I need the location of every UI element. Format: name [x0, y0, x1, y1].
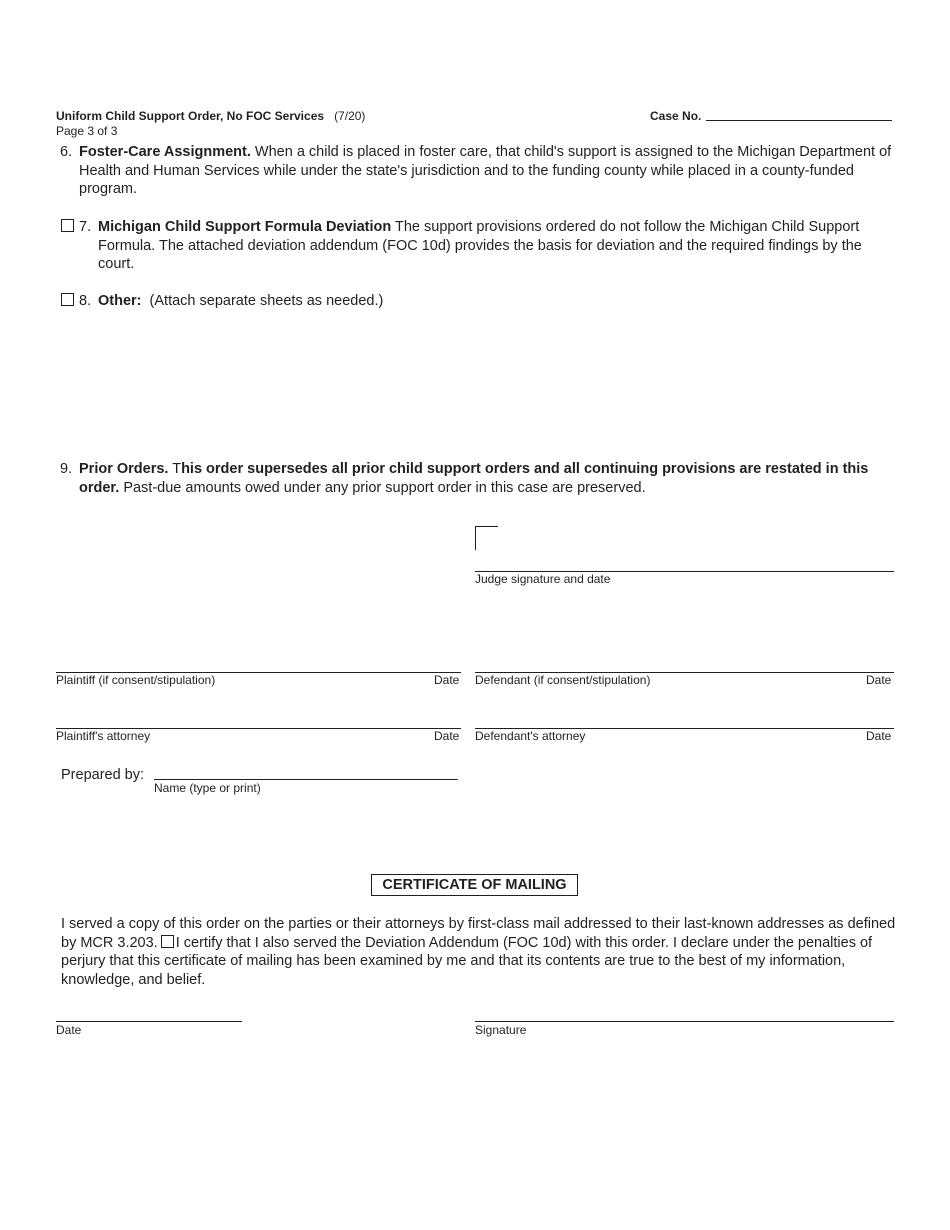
item-7-checkbox[interactable]: [61, 219, 74, 232]
certificate-signature-line[interactable]: [475, 1021, 894, 1022]
item-9-bold-text: his order supersedes all prior child support orders and all continuing provisions are restated in this order.: [79, 461, 869, 496]
defendant-attorney-date-label: Date: [866, 729, 892, 743]
item-6-number: 6.: [60, 144, 73, 160]
item-8-number: 8.: [79, 293, 92, 309]
certificate-date-line[interactable]: [56, 1021, 242, 1022]
certificate-text-after: I certify that I also served the Deviation Addendum (FOC 10d) with this order. I declare under the penalties of perjury that this certificate of mailing has been examined by me and that its contents are true to the best of my information, knowledge, and belief.: [61, 934, 873, 988]
form-title-line: [56, 109, 365, 123]
page-number: Page 3 of 3: [56, 124, 118, 138]
defendant-date-label: Date: [866, 673, 892, 687]
item-8-title: Other:: [98, 293, 142, 309]
item-9-paragraph: [79, 460, 899, 497]
prepared-by-name-label: Name (type or print): [154, 781, 261, 795]
item-7-number: 7.: [79, 219, 92, 235]
certificate-date-label: Date: [56, 1023, 82, 1037]
item-9-title-lead: T: [168, 461, 182, 477]
item-8-paragraph: [98, 292, 898, 311]
item-8-checkbox[interactable]: [61, 293, 74, 306]
item-8-other-area[interactable]: [98, 315, 893, 445]
case-no-field[interactable]: [706, 120, 892, 121]
form-title: Uniform Child Support Order, No FOC Services: [56, 109, 325, 123]
item-9-title: Prior Orders.: [79, 461, 169, 477]
certificate-paragraph: [61, 915, 899, 989]
item-7-title: Michigan Child Support Formula Deviation: [98, 219, 392, 235]
plaintiff-date-label: Date: [434, 673, 460, 687]
item-8-text: (Attach separate sheets as needed.): [141, 293, 384, 309]
seal-corner-mark: [475, 526, 498, 550]
item-7-paragraph: [98, 218, 898, 274]
certificate-title: CERTIFICATE OF MAILING: [371, 874, 578, 896]
prepared-by-label: Prepared by:: [61, 767, 145, 783]
item-6-paragraph: [79, 143, 899, 199]
item-9-text: Past-due amounts owed under any prior support order in this case are preserved.: [119, 479, 646, 496]
prepared-by-line[interactable]: [154, 779, 458, 780]
defendant-label: Defendant (if consent/stipulation): [475, 673, 651, 687]
case-no-label: Case No.: [650, 109, 702, 123]
form-version: (7/20): [334, 109, 366, 123]
item-7-text: The support provisions ordered do not follow the Michigan Child Support Formula. The attached deviation addendum (FOC 10d) provides the basis for deviation and the required findings by the court.: [98, 219, 862, 272]
judge-signature-label: Judge signature and date: [475, 572, 611, 586]
defendant-attorney-label: Defendant's attorney: [475, 729, 586, 743]
deviation-addendum-checkbox[interactable]: [161, 935, 174, 948]
item-6-text: When a child is placed in foster care, that child's support is assigned to the Michigan Department of Health and Human Services while under the state's jurisdiction and to the funding county while placed in a county-funded program.: [79, 144, 892, 197]
plaintiff-attorney-label: Plaintiff's attorney: [56, 729, 151, 743]
certificate-signature-label: Signature: [475, 1023, 527, 1037]
plaintiff-attorney-date-label: Date: [434, 729, 460, 743]
plaintiff-label: Plaintiff (if consent/stipulation): [56, 673, 216, 687]
certificate-text-before: I served a copy of this order on the parties or their attorneys by first-class mail addressed to their last-known addresses as defined by MCR 3.203.: [61, 916, 896, 951]
item-9-number: 9.: [60, 461, 73, 477]
item-6-title: Foster-Care Assignment.: [79, 144, 251, 160]
